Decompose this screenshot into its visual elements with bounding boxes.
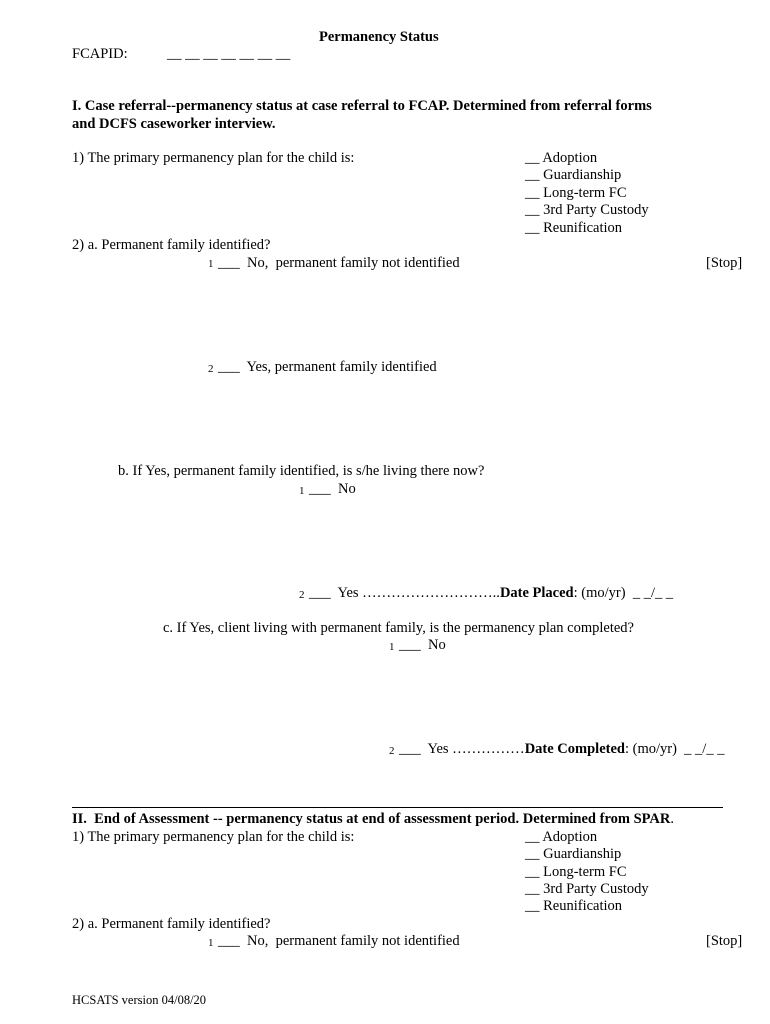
section2-q1-label: 1) The primary permanency plan for the child is: <box>72 829 355 845</box>
plan-option-adoption[interactable]: __ Adoption <box>525 150 598 166</box>
fcapid-label: FCAPID: <box>72 46 128 62</box>
plan-option-long-term-fc[interactable]: __ Long-term FC <box>525 864 627 880</box>
q2c-option2-number: 2 <box>389 745 395 757</box>
plan-option-3rd-party-custody[interactable]: __ 3rd Party Custody <box>525 202 649 218</box>
plan-option-reunification[interactable]: __ Reunification <box>525 898 623 914</box>
date-placed-label: Date Placed <box>499 585 574 601</box>
q2a-option2-number: 2 <box>208 363 214 375</box>
q2c-option-no[interactable]: ___ No <box>399 637 446 653</box>
plan-option-guardianship[interactable]: __ Guardianship <box>525 167 622 183</box>
page-title: Permanency Status <box>319 29 439 45</box>
plan-option-reunification[interactable]: __ Reunification <box>525 220 623 236</box>
q2c-option-yes[interactable] <box>399 741 724 758</box>
section2-heading <box>72 811 674 828</box>
section1-heading-line2: and DCFS caseworker interview. <box>72 116 276 132</box>
footer-version: HCSATS version 04/08/20 <box>72 993 207 1007</box>
q2a-option-no[interactable]: ___ No, permanent family not identified <box>218 255 460 271</box>
section2-heading-text: II. End of Assessment -- permanency status at end of assessment period. Determined from SPAR <box>72 811 671 827</box>
section2-q2a-option1-number: 1 <box>208 937 214 949</box>
section1-q2b-label: b. If Yes, permanent family identified, is s/he living there now? <box>118 463 485 479</box>
section-divider <box>72 807 723 808</box>
section2-stop-label: [Stop] <box>706 933 743 949</box>
q2a-option-yes[interactable]: ___ Yes, permanent family identified <box>218 359 437 375</box>
q2b-yes-text: ___ Yes ……………………….. <box>309 585 500 601</box>
q2b-option2-number: 2 <box>299 589 305 601</box>
section1-q1-label: 1) The primary permanency plan for the child is: <box>72 150 355 166</box>
plan-option-guardianship[interactable]: __ Guardianship <box>525 846 622 862</box>
q2c-yes-text: ___ Yes …………… <box>399 741 525 757</box>
q2c-option1-number: 1 <box>389 641 395 653</box>
plan-option-long-term-fc[interactable]: __ Long-term FC <box>525 185 627 201</box>
q2b-option-no[interactable]: ___ No <box>309 481 356 497</box>
plan-option-adoption[interactable]: __ Adoption <box>525 829 598 845</box>
section2-q2a-label: 2) a. Permanent family identified? <box>72 916 271 932</box>
q2b-option-yes[interactable] <box>309 585 673 602</box>
q2a-option1-number: 1 <box>208 258 214 270</box>
q2b-option1-number: 1 <box>299 485 305 497</box>
date-completed-field[interactable]: : (mo/yr) _ _/_ _ <box>624 741 725 757</box>
q2a-stop-label: [Stop] <box>706 255 743 271</box>
plan-option-3rd-party-custody[interactable]: __ 3rd Party Custody <box>525 881 649 897</box>
section2-q2a-option-no[interactable]: ___ No, permanent family not identified <box>218 933 460 949</box>
section1-q2a-label: 2) a. Permanent family identified? <box>72 237 271 253</box>
section2-heading-period: . <box>670 811 674 827</box>
section1-q2c-label: c. If Yes, client living with permanent family, is the permanency plan completed? <box>163 620 634 636</box>
date-placed-field[interactable]: : (mo/yr) _ _/_ _ <box>573 585 674 601</box>
fcapid-field[interactable]: __ __ __ __ __ __ __ <box>167 46 291 62</box>
date-completed-label: Date Completed <box>524 741 625 757</box>
section1-heading-line1: I. Case referral--permanency status at case referral to FCAP. Determined from referral forms <box>72 98 652 114</box>
